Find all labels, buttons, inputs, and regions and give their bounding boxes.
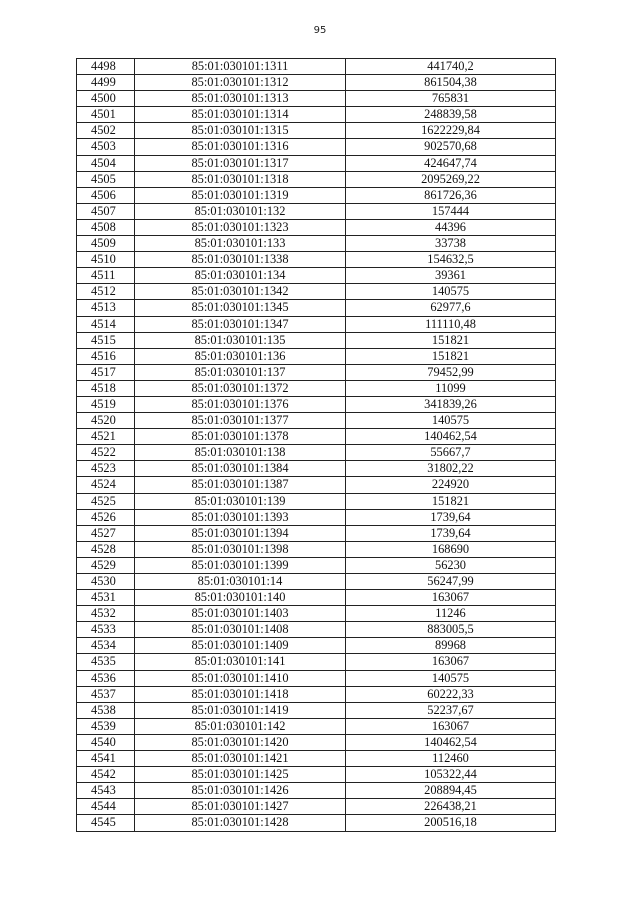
table-row — [77, 429, 556, 445]
row-number-cell: 4522 — [77, 445, 135, 461]
cadastral-value-cell: 248839,58 — [346, 107, 556, 123]
cadastral-value-cell: 105322,44 — [346, 767, 556, 783]
cadastral-number-cell: 85:01:030101:1410 — [135, 670, 346, 686]
row-number-cell: 4508 — [77, 219, 135, 235]
cadastral-number-cell: 85:01:030101:139 — [135, 493, 346, 509]
cadastral-number-cell: 85:01:030101:1311 — [135, 59, 346, 75]
row-number-cell: 4520 — [77, 413, 135, 429]
page-number: 95 — [313, 25, 327, 36]
cadastral-number-cell: 85:01:030101:14 — [135, 574, 346, 590]
cadastral-number-cell: 85:01:030101:133 — [135, 236, 346, 252]
cadastral-value-cell: 151821 — [346, 332, 556, 348]
table-row — [77, 300, 556, 316]
table-row — [77, 252, 556, 268]
cadastral-number-cell: 85:01:030101:140 — [135, 590, 346, 606]
row-number-cell: 4515 — [77, 332, 135, 348]
table-row — [77, 815, 556, 831]
cadastral-value-cell: 168690 — [346, 541, 556, 557]
cadastral-value-cell: 33738 — [346, 236, 556, 252]
row-number-cell: 4531 — [77, 590, 135, 606]
table-row — [77, 638, 556, 654]
cadastral-number-cell: 85:01:030101:1342 — [135, 284, 346, 300]
cadastral-value-cell: 89968 — [346, 638, 556, 654]
row-number-cell: 4543 — [77, 783, 135, 799]
cadastral-number-cell: 85:01:030101:1420 — [135, 734, 346, 750]
cadastral-number-cell: 85:01:030101:1384 — [135, 461, 346, 477]
row-number-cell: 4498 — [77, 59, 135, 75]
cadastral-number-cell: 85:01:030101:1378 — [135, 429, 346, 445]
row-number-cell: 4525 — [77, 493, 135, 509]
table-row — [77, 107, 556, 123]
cadastral-number-cell: 85:01:030101:1428 — [135, 815, 346, 831]
table-row — [77, 799, 556, 815]
cadastral-value-cell: 56230 — [346, 557, 556, 573]
cadastral-number-cell: 85:01:030101:1398 — [135, 541, 346, 557]
cadastral-number-cell: 85:01:030101:1313 — [135, 91, 346, 107]
row-number-cell: 4538 — [77, 702, 135, 718]
cadastral-number-cell: 85:01:030101:1394 — [135, 525, 346, 541]
cadastral-number-cell: 85:01:030101:141 — [135, 654, 346, 670]
cadastral-value-cell: 39361 — [346, 268, 556, 284]
cadastral-value-cell: 861504,38 — [346, 75, 556, 91]
table-row — [77, 268, 556, 284]
cadastral-number-cell: 85:01:030101:1399 — [135, 557, 346, 573]
row-number-cell: 4537 — [77, 686, 135, 702]
row-number-cell: 4499 — [77, 75, 135, 91]
row-number-cell: 4510 — [77, 252, 135, 268]
table-row — [77, 767, 556, 783]
cadastral-value-cell: 140462,54 — [346, 429, 556, 445]
cadastral-value-cell: 157444 — [346, 203, 556, 219]
cadastral-number-cell: 85:01:030101:1393 — [135, 509, 346, 525]
cadastral-value-cell: 154632,5 — [346, 252, 556, 268]
cadastral-value-cell: 31802,22 — [346, 461, 556, 477]
cadastral-value-cell: 44396 — [346, 219, 556, 235]
cadastral-value-cell: 861726,36 — [346, 187, 556, 203]
cadastral-value-cell: 140462,54 — [346, 734, 556, 750]
table-row — [77, 284, 556, 300]
table-row — [77, 219, 556, 235]
cadastral-value-cell: 1739,64 — [346, 525, 556, 541]
row-number-cell: 4545 — [77, 815, 135, 831]
row-number-cell: 4542 — [77, 767, 135, 783]
cadastral-value-cell: 163067 — [346, 654, 556, 670]
row-number-cell: 4540 — [77, 734, 135, 750]
cadastral-value-cell: 163067 — [346, 718, 556, 734]
cadastral-value-cell: 226438,21 — [346, 799, 556, 815]
table-row — [77, 155, 556, 171]
cadastral-number-cell: 85:01:030101:1314 — [135, 107, 346, 123]
cadastral-number-cell: 85:01:030101:1418 — [135, 686, 346, 702]
row-number-cell: 4541 — [77, 751, 135, 767]
row-number-cell: 4544 — [77, 799, 135, 815]
row-number-cell: 4526 — [77, 509, 135, 525]
cadastral-value-cell: 1622229,84 — [346, 123, 556, 139]
row-number-cell: 4536 — [77, 670, 135, 686]
cadastral-number-cell: 85:01:030101:1419 — [135, 702, 346, 718]
cadastral-value-cell: 11246 — [346, 606, 556, 622]
row-number-cell: 4516 — [77, 348, 135, 364]
table-row — [77, 574, 556, 590]
cadastral-value-cell: 55667,7 — [346, 445, 556, 461]
row-number-cell: 4501 — [77, 107, 135, 123]
row-number-cell: 4519 — [77, 396, 135, 412]
cadastral-value-cell: 52237,67 — [346, 702, 556, 718]
cadastral-value-cell: 140575 — [346, 670, 556, 686]
row-number-cell: 4527 — [77, 525, 135, 541]
cadastral-number-cell: 85:01:030101:1376 — [135, 396, 346, 412]
table-body — [77, 59, 556, 832]
table-row — [77, 751, 556, 767]
cadastral-value-cell: 224920 — [346, 477, 556, 493]
cadastral-value-cell: 200516,18 — [346, 815, 556, 831]
cadastral-number-cell: 85:01:030101:136 — [135, 348, 346, 364]
row-number-cell: 4539 — [77, 718, 135, 734]
row-number-cell: 4517 — [77, 364, 135, 380]
cadastral-number-cell: 85:01:030101:1345 — [135, 300, 346, 316]
cadastral-value-cell: 79452,99 — [346, 364, 556, 380]
cadastral-number-cell: 85:01:030101:1338 — [135, 252, 346, 268]
cadastral-number-cell: 85:01:030101:1421 — [135, 751, 346, 767]
cadastral-value-cell: 1739,64 — [346, 509, 556, 525]
row-number-cell: 4513 — [77, 300, 135, 316]
table-row — [77, 380, 556, 396]
row-number-cell: 4500 — [77, 91, 135, 107]
cadastral-value-cell: 163067 — [346, 590, 556, 606]
table-row — [77, 493, 556, 509]
table-row — [77, 91, 556, 107]
cadastral-value-cell: 765831 — [346, 91, 556, 107]
row-number-cell: 4514 — [77, 316, 135, 332]
cadastral-value-cell: 112460 — [346, 751, 556, 767]
cadastral-number-cell: 85:01:030101:1319 — [135, 187, 346, 203]
row-number-cell: 4511 — [77, 268, 135, 284]
cadastral-number-cell: 85:01:030101:1387 — [135, 477, 346, 493]
table-row — [77, 236, 556, 252]
cadastral-value-cell: 140575 — [346, 413, 556, 429]
table-row — [77, 702, 556, 718]
row-number-cell: 4524 — [77, 477, 135, 493]
table-row — [77, 139, 556, 155]
table-row — [77, 332, 556, 348]
table-row — [77, 477, 556, 493]
row-number-cell: 4529 — [77, 557, 135, 573]
row-number-cell: 4507 — [77, 203, 135, 219]
row-number-cell: 4506 — [77, 187, 135, 203]
table-row — [77, 461, 556, 477]
cadastral-number-cell: 85:01:030101:1312 — [135, 75, 346, 91]
table-row — [77, 654, 556, 670]
cadastral-number-cell: 85:01:030101:1403 — [135, 606, 346, 622]
cadastral-number-cell: 85:01:030101:1427 — [135, 799, 346, 815]
cadastral-number-cell: 85:01:030101:1323 — [135, 219, 346, 235]
cadastral-number-cell: 85:01:030101:1372 — [135, 380, 346, 396]
table-row — [77, 59, 556, 75]
table-row — [77, 171, 556, 187]
cadastral-number-cell: 85:01:030101:1317 — [135, 155, 346, 171]
table-row — [77, 445, 556, 461]
table-row — [77, 670, 556, 686]
cadastral-value-cell: 151821 — [346, 348, 556, 364]
row-number-cell: 4503 — [77, 139, 135, 155]
cadastral-number-cell: 85:01:030101:1409 — [135, 638, 346, 654]
cadastral-value-cell: 902570,68 — [346, 139, 556, 155]
table-row — [77, 541, 556, 557]
table-row — [77, 606, 556, 622]
row-number-cell: 4533 — [77, 622, 135, 638]
table-row — [77, 187, 556, 203]
cadastral-number-cell: 85:01:030101:132 — [135, 203, 346, 219]
table-row — [77, 622, 556, 638]
table-row — [77, 783, 556, 799]
cadastral-number-cell: 85:01:030101:142 — [135, 718, 346, 734]
table-row — [77, 348, 556, 364]
cadastral-value-cell: 11099 — [346, 380, 556, 396]
cadastral-value-cell: 151821 — [346, 493, 556, 509]
cadastral-value-cell: 424647,74 — [346, 155, 556, 171]
table-row — [77, 316, 556, 332]
table-row — [77, 413, 556, 429]
cadastral-number-cell: 85:01:030101:137 — [135, 364, 346, 380]
row-number-cell: 4512 — [77, 284, 135, 300]
row-number-cell: 4523 — [77, 461, 135, 477]
cadastral-number-cell: 85:01:030101:1408 — [135, 622, 346, 638]
cadastral-value-cell: 56247,99 — [346, 574, 556, 590]
table-row — [77, 734, 556, 750]
cadastral-value-cell: 111110,48 — [346, 316, 556, 332]
table-row — [77, 123, 556, 139]
cadastral-number-cell: 85:01:030101:138 — [135, 445, 346, 461]
cadastral-value-cell: 60222,33 — [346, 686, 556, 702]
row-number-cell: 4505 — [77, 171, 135, 187]
table-row — [77, 525, 556, 541]
table-row — [77, 75, 556, 91]
row-number-cell: 4528 — [77, 541, 135, 557]
row-number-cell: 4509 — [77, 236, 135, 252]
table-row — [77, 590, 556, 606]
cadastral-value-cell: 441740,2 — [346, 59, 556, 75]
cadastral-value-cell: 62977,6 — [346, 300, 556, 316]
cadastral-value-cell: 883005,5 — [346, 622, 556, 638]
row-number-cell: 4521 — [77, 429, 135, 445]
cadastral-value-cell: 2095269,22 — [346, 171, 556, 187]
cadastral-number-cell: 85:01:030101:1318 — [135, 171, 346, 187]
table-row — [77, 396, 556, 412]
row-number-cell: 4530 — [77, 574, 135, 590]
row-number-cell: 4502 — [77, 123, 135, 139]
table-row — [77, 364, 556, 380]
cadastral-value-cell: 341839,26 — [346, 396, 556, 412]
row-number-cell: 4534 — [77, 638, 135, 654]
table-row — [77, 509, 556, 525]
row-number-cell: 4535 — [77, 654, 135, 670]
cadastral-number-cell: 85:01:030101:135 — [135, 332, 346, 348]
table-row — [77, 686, 556, 702]
cadastral-number-cell: 85:01:030101:1347 — [135, 316, 346, 332]
table-row — [77, 557, 556, 573]
row-number-cell: 4532 — [77, 606, 135, 622]
cadastral-value-table — [76, 58, 556, 832]
cadastral-number-cell: 85:01:030101:1315 — [135, 123, 346, 139]
row-number-cell: 4504 — [77, 155, 135, 171]
table-row — [77, 203, 556, 219]
cadastral-number-cell: 85:01:030101:1316 — [135, 139, 346, 155]
cadastral-number-cell: 85:01:030101:1425 — [135, 767, 346, 783]
cadastral-number-cell: 85:01:030101:134 — [135, 268, 346, 284]
cadastral-value-cell: 140575 — [346, 284, 556, 300]
cadastral-number-cell: 85:01:030101:1426 — [135, 783, 346, 799]
cadastral-value-cell: 208894,45 — [346, 783, 556, 799]
table-row — [77, 718, 556, 734]
cadastral-number-cell: 85:01:030101:1377 — [135, 413, 346, 429]
row-number-cell: 4518 — [77, 380, 135, 396]
